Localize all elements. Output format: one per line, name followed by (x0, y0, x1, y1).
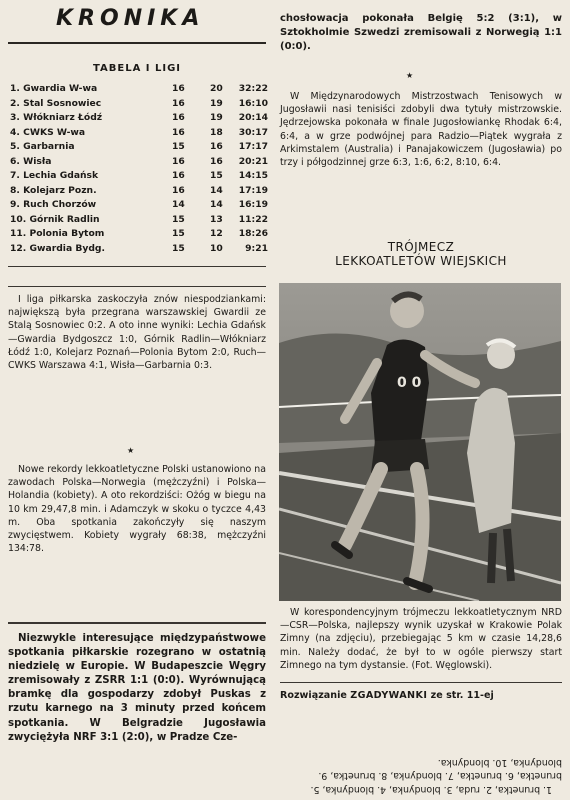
star-separator-icon: ★ (127, 446, 135, 455)
team-name: 11. Polonia Bytom (10, 228, 105, 239)
table-row (10, 213, 268, 228)
table-row (10, 242, 268, 257)
team-name: 12. Gwardia Bydg. (10, 242, 105, 254)
team-name: 5. Garbarnia (10, 141, 75, 152)
table-row (10, 227, 268, 242)
section-title: KRONIKA (56, 6, 205, 31)
table-row (10, 184, 268, 199)
article-text: Nowe rekordy lekkoatletyczne Polski ustanowiono na zawodach Polska—Norwegia (mężczyźni) i Polska—Holandia (kobiety). A oto rekordziści: Ożóg w biegu na 10 km 29,47,8 min. i Adamczyk w skoku o tyczce 4,43 m. Oba spotkania zakończyły się naszym zwycięstwem. Kobiety wygrały 68:38, mężczyźni 134:78. (8, 464, 266, 555)
team-goals: 17:17 (238, 141, 268, 152)
article-text: I liga piłkarska zaskoczyła znów niespodziankami: największą była przegrana warszawskiej Gwardii ze Stalą Sosnowiec 0:2. A oto inne wyniki: Lechia Gdańsk—Gwardia Bydgoszcz 1:0, Górnik Radlin—Włókniarz Łódź 1:0, Kolejarz Poznań—Polonia Bytom 2:0, Ruch—CWKS Warszawa 4:1, Wisła—Garbarnia 0:3. (8, 294, 266, 372)
table-row (10, 140, 268, 155)
team-goals: 32:22 (238, 83, 268, 94)
team-points: 16 (210, 155, 223, 167)
answers-text: 1. brunetka, 2. ruda, 3. blondynka, 4. blondynka, 5. brunetka, 6. brunetka, 7. blondynka, 8. brunetka, 9. blondynka, 10. blondynka. (310, 757, 562, 795)
league-table (10, 82, 268, 256)
caption-text: W korespondencyjnym trójmeczu lekkoatletycznym NRD—CSR—Polska, najlepszy wynik uzyskał w Krakowie Polak Zimny (na zdjęciu), przebiegając 5 km w czasie 14,28,6 min. Należy dodać, że był to w ogóle pierwszy start Zimnego na tym dystansie. (Fot. Węglowski). (280, 607, 562, 671)
team-name: 4. CWKS W-wa (10, 126, 86, 138)
team-matches: 15 (172, 228, 185, 239)
table-row (10, 82, 268, 97)
league-table-title: TABELA I LIGI (92, 63, 182, 74)
team-goals: 18:26 (238, 228, 268, 239)
answers-upside-down (282, 712, 562, 796)
answers-title-prefix: Rozwiązanie (280, 690, 351, 701)
table-row (10, 155, 268, 170)
team-points: 15 (210, 170, 223, 181)
team-matches: 16 (172, 83, 185, 94)
team-name: 6. Wisła (10, 155, 52, 167)
feature-title (280, 240, 562, 268)
feature-title-line1: TRÓJMECZ (387, 240, 455, 254)
team-points: 20 (210, 83, 223, 94)
team-matches: 15 (172, 141, 185, 152)
answers-title-caps: ZGADYWANKI (350, 690, 428, 701)
team-goals: 16:10 (238, 97, 268, 109)
team-points: 18 (210, 126, 223, 138)
answers-title-suffix: ze str. 11-ej (427, 690, 494, 701)
team-goals: 9:21 (245, 242, 268, 254)
team-points: 19 (210, 97, 223, 109)
team-name: 2. Stal Sosnowiec (10, 97, 102, 109)
table-row (10, 169, 268, 184)
article-text: chosłowacja pokonała Belgię 5:2 (3:1), w Sztokholmie Szwedzi zremisowali z Norwegią 1:1 (0:0). (280, 13, 562, 52)
article-tennis (280, 90, 562, 169)
team-name: 9. Ruch Chorzów (10, 199, 97, 210)
runner-photo (279, 283, 561, 601)
team-goals: 20:14 (238, 112, 268, 123)
article-text: W Międzynarodowych Mistrzostwach Tenisowych w Jugosławii nasi tenisiści zdobyli dwa tytuły mistrzowskie. Jędrzejowska pokonała w finale Jugosłowiankę Rhodak 6:4, 6:4, a w grze podwójnej para Radzio—Piątek wygrała z Arkimstalem (Australia) i Panajakowiczem (Jugosławia) po trzy i półgodzinnej grze 6:3, 1:6, 6:2, 8:10, 6:4. (280, 91, 562, 169)
team-matches: 15 (172, 213, 185, 225)
table-row (10, 97, 268, 112)
team-goals: 14:15 (238, 170, 268, 181)
article-text: Niezwykle interesujące międzypaństwowe spotkania piłkarskie rozegrano w ostatnią niedzielę w Europie. W Budapeszcie Węgry zremisowały z ZSRR 1:1 (0:0). Wyrównującą bramkę dla gospodarzy zdobył Puskas z rzutu karnego na 3 minuty przed końcem spotkania. W Belgradzie Jugosławia zwyciężyła NRF 3:1 (2:0), w Pradze Cze- (8, 633, 266, 743)
team-points: 13 (210, 213, 223, 225)
team-matches: 15 (172, 242, 185, 254)
team-points: 10 (210, 242, 223, 254)
team-name: 7. Lechia Gdańsk (10, 170, 99, 181)
team-matches: 16 (172, 112, 185, 123)
answers-top-rule (280, 682, 562, 683)
article-athletics-records (8, 463, 266, 555)
team-points: 14 (210, 184, 223, 196)
runner-bib-number: 0 0 (397, 375, 422, 391)
team-matches: 16 (172, 155, 185, 167)
team-name: 8. Kolejarz Pozn. (10, 184, 97, 196)
header-rule (8, 42, 266, 44)
article-divider-rule (8, 622, 266, 624)
team-points: 19 (210, 112, 223, 123)
table-row (10, 111, 268, 126)
team-points: 16 (210, 141, 223, 152)
team-name: 10. Górnik Radlin (10, 213, 100, 225)
feature-title-line2: LEKKOATLETÓW WIEJSKICH (335, 254, 507, 268)
team-matches: 16 (172, 97, 185, 109)
article-football-continued (280, 12, 562, 53)
team-points: 14 (210, 199, 223, 210)
table-bottom-rule (8, 266, 266, 267)
team-points: 12 (210, 228, 223, 239)
answers-title (280, 690, 562, 701)
article-top-rule (8, 286, 266, 287)
team-matches: 16 (172, 126, 185, 138)
table-row (10, 198, 268, 213)
team-goals: 30:17 (238, 126, 268, 138)
team-name: 3. Włókniarz Łódź (10, 112, 103, 123)
star-separator-icon: ★ (406, 71, 414, 80)
table-row (10, 126, 268, 141)
article-football-internationals (8, 632, 266, 745)
team-goals: 20:21 (238, 155, 268, 167)
team-goals: 16:19 (238, 199, 268, 210)
team-goals: 17:19 (238, 184, 268, 196)
photo-caption (280, 606, 562, 672)
team-matches: 16 (172, 184, 185, 196)
article-league-results (8, 293, 266, 372)
team-matches: 16 (172, 170, 185, 181)
team-name: 1. Gwardia W-wa (10, 83, 98, 94)
team-goals: 11:22 (238, 213, 268, 225)
team-matches: 14 (172, 199, 185, 210)
